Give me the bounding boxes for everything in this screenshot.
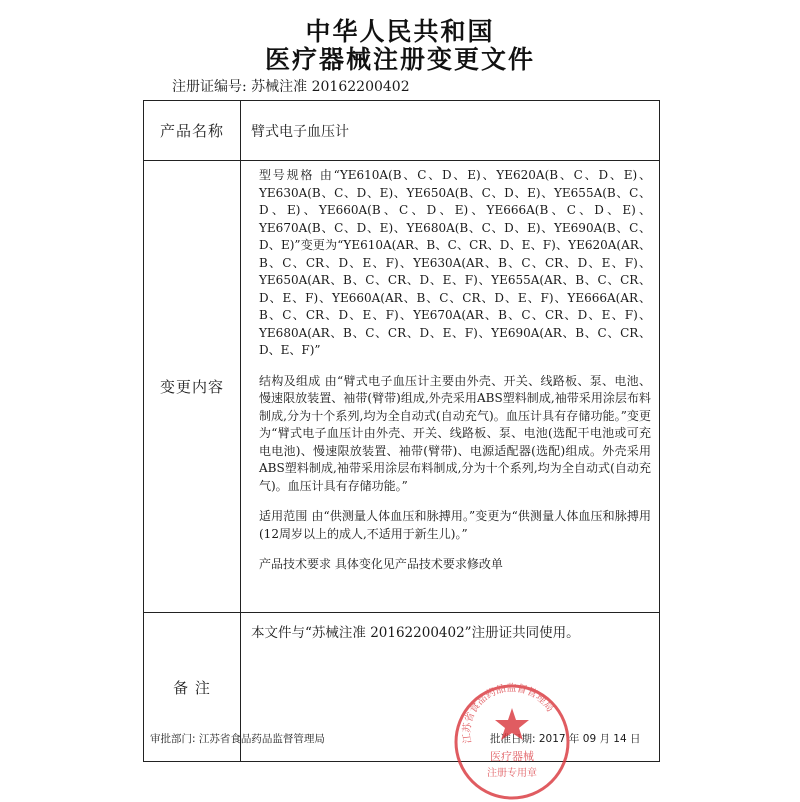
change-tech-requirements: 产品技术要求 具体变化见产品技术要求修改单 xyxy=(259,557,503,571)
product-name-value: 臂式电子血压计 xyxy=(241,101,660,161)
document-title-line1: 中华人民共和国 xyxy=(305,17,495,46)
change-content-label: 变更内容 xyxy=(144,161,241,613)
product-name-label: 产品名称 xyxy=(144,101,241,161)
change-structure: 结构及组成 由“臂式电子血压计主要由外壳、开关、线路板、泵、电池、慢速限放装置、袖带(臂带)组成,外壳采用ABS塑料制成,袖带采用涂层布料制成,分为十个系列,均为全自动式(自动充气)。血压计具有存储功能。”变更为“臂式电子血压计由外壳、开关、线路板、泵、电池(选配干电池或可充电电池)、慢速限放装置、袖带(臂带)、电源适配器(选配)组成。外壳采用ABS塑料制成,袖带采用涂层布料制成,分为十个系列,均为全自动式(自动充气)。血压计具有存储功能。” xyxy=(259,373,651,493)
change-document-table xyxy=(143,100,660,762)
approval-date: 批准日期: 2017 年 09 月 14 日 xyxy=(490,733,641,745)
svg-text:医疗器械: 医疗器械 xyxy=(490,750,534,763)
product-name-row xyxy=(144,101,660,161)
note-label: 备 注 xyxy=(144,613,241,762)
document-title-line2: 医疗器械注册变更文件 xyxy=(264,45,535,74)
seal-arc-text: 江苏省食品药品监督管理局 xyxy=(461,683,556,744)
note-value: 本文件与“苏械注准 20162200402”注册证共同使用。 xyxy=(241,613,660,762)
change-scope: 适用范围 由“供测量人体血压和脉搏用。”变更为“供测量人体血压和脉搏用(12周岁以上的成人,不适用于新生儿)。” xyxy=(259,509,651,541)
change-content-row xyxy=(144,161,660,613)
svg-text:注册专用章: 注册专用章 xyxy=(487,768,537,779)
official-seal-icon xyxy=(452,682,572,802)
registration-number-label: 注册证编号: xyxy=(172,79,247,95)
approval-authority: 审批部门: 江苏省食品药品监督管理局 xyxy=(150,733,325,745)
registration-number-value: 苏械注准 20162200402 xyxy=(251,79,410,95)
registration-number xyxy=(172,76,410,96)
change-content-cell xyxy=(241,161,660,613)
change-model-spec: 型号规格 由“YE610A(B、C、D、E)、YE620A(B、C、D、E)、YE630A(B、C、D、E)、YE650A(B、C、D、E)、YE655A(B、C、D、E)、YE660A(B、C、D、E)、YE666A(B、C、D、E)、YE670A(B、C、D、E)、YE680A(B、C、D、E)、YE690A(B、C、D、E)”变更为“YE610A(AR、B、C、CR、D、E、F)、YE620A(AR、B、C、CR、D、E、F)、YE630A(AR、B、C、CR、D、E、F)、YE650A(AR、B、C、CR、D、E、F)、YE655A(AR、B、C、CR、D、E、F)、YE660A(AR、B、C、CR、D、E、F)、YE666A(AR、B、C、CR、D、E、F)、YE670A(AR、B、C、CR、D、E、F)、YE680A(AR、B、C、CR、D、E、F)、YE690A(AR、B、C、CR、D、E、F)” xyxy=(259,168,651,357)
seal-star xyxy=(495,708,529,740)
